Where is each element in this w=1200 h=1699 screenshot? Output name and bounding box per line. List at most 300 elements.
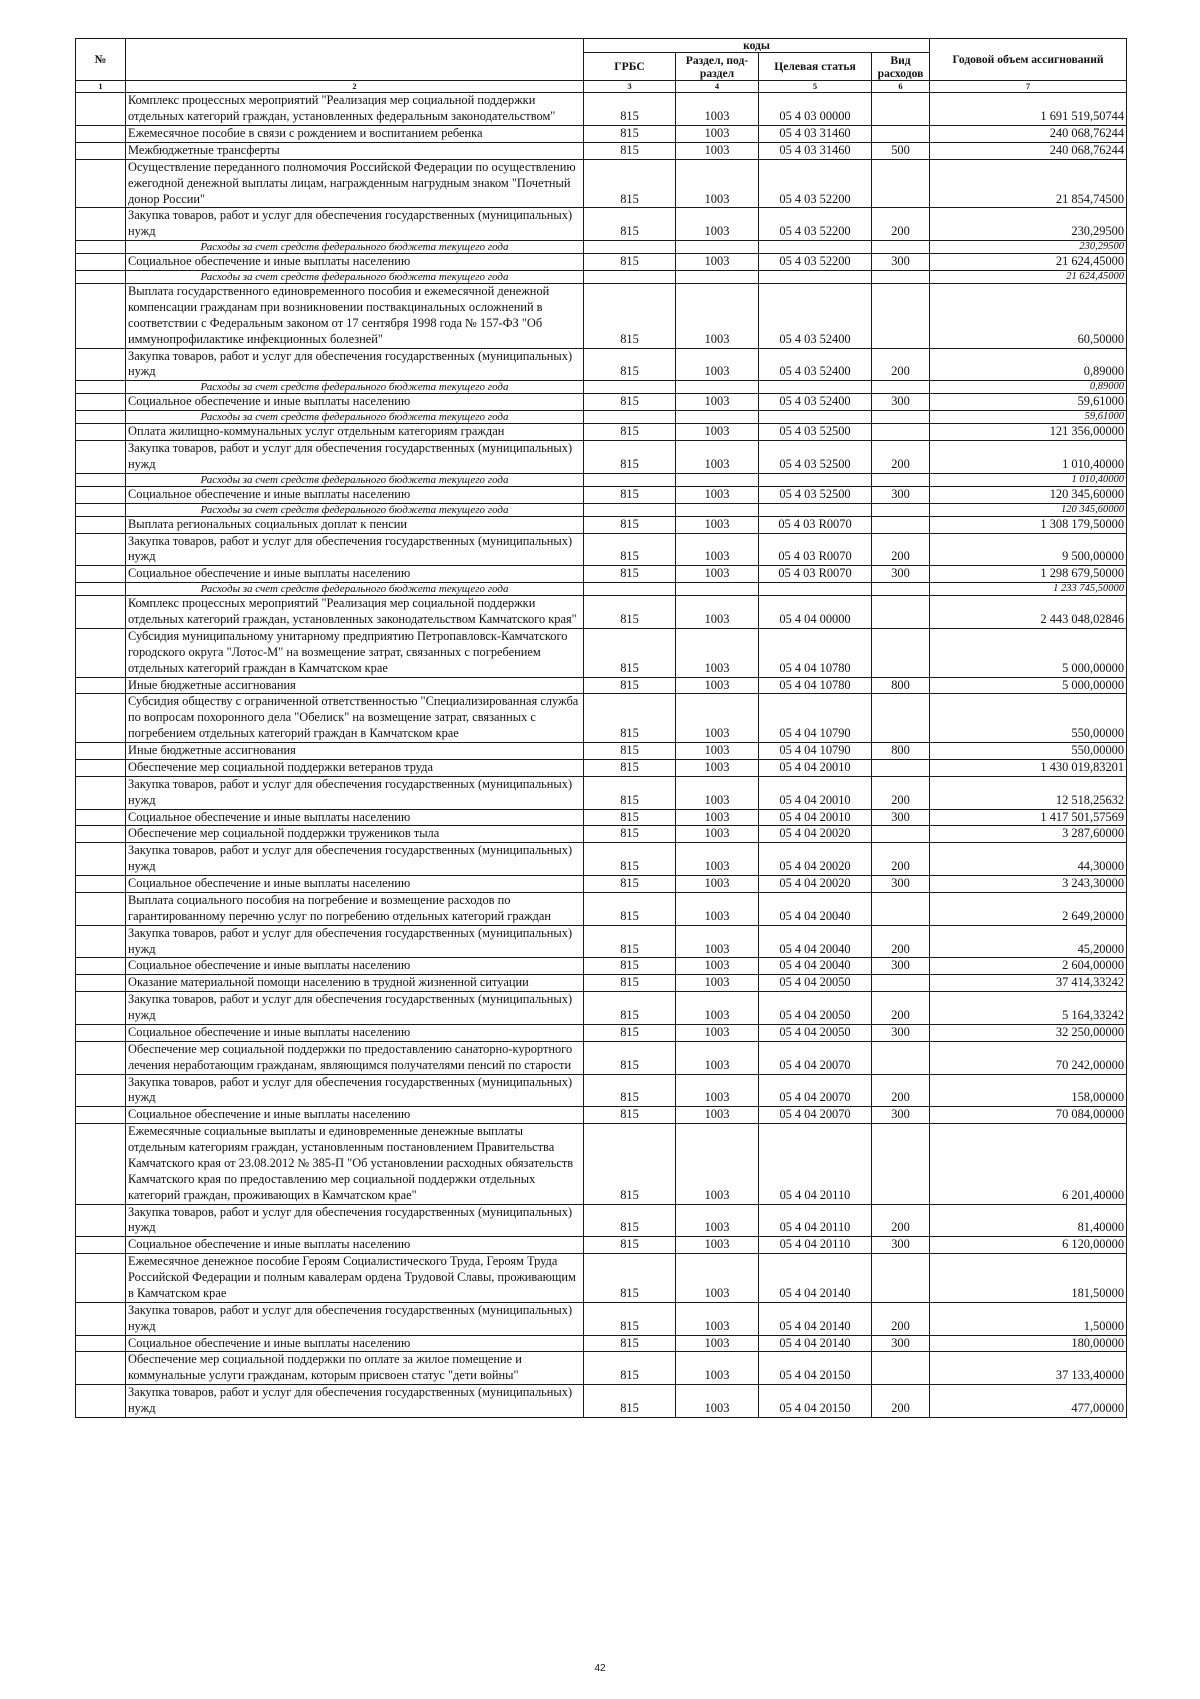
cell-num xyxy=(76,241,126,254)
cell-name: Закупка товаров, работ и услуг для обеспечения государственных (муниципальных) нужд xyxy=(126,533,584,566)
cell-target: 05 4 04 20140 xyxy=(759,1335,872,1352)
cell-razdel: 1003 xyxy=(676,628,759,677)
cell-vid: 200 xyxy=(872,1204,930,1237)
cell-num xyxy=(76,583,126,596)
cell-name: Выплата социального пособия на погребение и возмещение расходов по гарантированному перечню услуг по погребению отдельных категорий граждан xyxy=(126,892,584,925)
cell-grbs: 815 xyxy=(584,533,676,566)
cell-grbs xyxy=(584,473,676,486)
cell-sum: 0,89000 xyxy=(930,348,1127,381)
table-row xyxy=(76,394,1127,411)
cell-razdel xyxy=(676,583,759,596)
cell-grbs: 815 xyxy=(584,93,676,126)
cell-razdel: 1003 xyxy=(676,776,759,809)
cell-vid: 200 xyxy=(872,533,930,566)
cell-target: 05 4 04 20020 xyxy=(759,826,872,843)
cell-target: 05 4 03 00000 xyxy=(759,93,872,126)
cell-target: 05 4 04 20110 xyxy=(759,1204,872,1237)
table-row xyxy=(76,1204,1127,1237)
cell-target: 05 4 04 20150 xyxy=(759,1352,872,1385)
cell-name: Закупка товаров, работ и услуг для обеспечения государственных (муниципальных) нужд xyxy=(126,441,584,474)
cell-grbs: 815 xyxy=(584,992,676,1025)
cell-razdel xyxy=(676,503,759,516)
cell-vid: 200 xyxy=(872,441,930,474)
cell-vid xyxy=(872,1124,930,1204)
header-name xyxy=(126,39,584,81)
cell-name: Закупка товаров, работ и услуг для обеспечения государственных (муниципальных) нужд xyxy=(126,776,584,809)
cell-razdel: 1003 xyxy=(676,809,759,826)
cell-grbs: 815 xyxy=(584,809,676,826)
cell-target: 05 4 03 31460 xyxy=(759,126,872,143)
note-row xyxy=(76,241,1127,254)
cell-vid: 200 xyxy=(872,925,930,958)
cell-sum: 1 308 179,50000 xyxy=(930,516,1127,533)
table-row xyxy=(76,743,1127,760)
cell-vid: 200 xyxy=(872,348,930,381)
cell-num xyxy=(76,1124,126,1204)
cell-num xyxy=(76,596,126,629)
colnum: 5 xyxy=(759,81,872,93)
cell-num xyxy=(76,381,126,394)
cell-vid xyxy=(872,284,930,349)
cell-num xyxy=(76,1107,126,1124)
cell-razdel: 1003 xyxy=(676,1124,759,1204)
cell-sum: 5 000,00000 xyxy=(930,677,1127,694)
cell-sum: 2 649,20000 xyxy=(930,892,1127,925)
cell-razdel: 1003 xyxy=(676,142,759,159)
cell-grbs: 815 xyxy=(584,159,676,208)
cell-grbs: 815 xyxy=(584,516,676,533)
cell-target: 05 4 04 20140 xyxy=(759,1302,872,1335)
cell-num xyxy=(76,208,126,241)
cell-sum: 6 201,40000 xyxy=(930,1124,1127,1204)
cell-target xyxy=(759,411,872,424)
cell-grbs: 815 xyxy=(584,677,676,694)
cell-target: 05 4 04 20140 xyxy=(759,1254,872,1303)
table-row xyxy=(76,142,1127,159)
cell-sum: 180,00000 xyxy=(930,1335,1127,1352)
cell-grbs: 815 xyxy=(584,142,676,159)
table-row xyxy=(76,1041,1127,1074)
cell-vid: 800 xyxy=(872,677,930,694)
cell-name: Социальное обеспечение и иные выплаты населению xyxy=(126,1024,584,1041)
cell-num xyxy=(76,892,126,925)
cell-num xyxy=(76,503,126,516)
cell-sum: 1 417 501,57569 xyxy=(930,809,1127,826)
cell-razdel: 1003 xyxy=(676,743,759,760)
header-razdel: Раздел, под-раздел xyxy=(676,53,759,81)
cell-grbs: 815 xyxy=(584,1385,676,1418)
cell-grbs: 815 xyxy=(584,1024,676,1041)
cell-grbs: 815 xyxy=(584,424,676,441)
cell-name: Межбюджетные трансферты xyxy=(126,142,584,159)
note-row xyxy=(76,271,1127,284)
table-row xyxy=(76,892,1127,925)
cell-razdel: 1003 xyxy=(676,1302,759,1335)
cell-grbs: 815 xyxy=(584,743,676,760)
cell-name: Закупка товаров, работ и услуг для обеспечения государственных (муниципальных) нужд xyxy=(126,1204,584,1237)
cell-name: Расходы за счет средств федерального бюджета текущего года xyxy=(126,411,584,424)
cell-vid xyxy=(872,628,930,677)
cell-name: Социальное обеспечение и иные выплаты населению xyxy=(126,394,584,411)
table-row xyxy=(76,1385,1127,1418)
cell-num xyxy=(76,743,126,760)
cell-sum: 230,29500 xyxy=(930,208,1127,241)
cell-grbs: 815 xyxy=(584,1237,676,1254)
cell-target: 05 4 04 20040 xyxy=(759,925,872,958)
cell-target: 05 4 04 20010 xyxy=(759,809,872,826)
cell-grbs: 815 xyxy=(584,284,676,349)
cell-sum: 70 084,00000 xyxy=(930,1107,1127,1124)
cell-razdel xyxy=(676,271,759,284)
cell-name: Расходы за счет средств федерального бюджета текущего года xyxy=(126,241,584,254)
cell-num xyxy=(76,1204,126,1237)
cell-num xyxy=(76,1352,126,1385)
cell-sum: 1,50000 xyxy=(930,1302,1127,1335)
cell-sum: 21 854,74500 xyxy=(930,159,1127,208)
cell-sum: 9 500,00000 xyxy=(930,533,1127,566)
table-row xyxy=(76,876,1127,893)
cell-target xyxy=(759,583,872,596)
table-row xyxy=(76,1302,1127,1335)
cell-razdel: 1003 xyxy=(676,254,759,271)
cell-sum: 181,50000 xyxy=(930,1254,1127,1303)
cell-vid xyxy=(872,126,930,143)
cell-target: 05 4 04 20110 xyxy=(759,1124,872,1204)
cell-razdel: 1003 xyxy=(676,348,759,381)
cell-razdel: 1003 xyxy=(676,1335,759,1352)
cell-vid xyxy=(872,596,930,629)
table-row xyxy=(76,1024,1127,1041)
cell-grbs: 815 xyxy=(584,566,676,583)
cell-razdel: 1003 xyxy=(676,486,759,503)
cell-name: Расходы за счет средств федерального бюджета текущего года xyxy=(126,583,584,596)
cell-num xyxy=(76,473,126,486)
cell-vid: 300 xyxy=(872,809,930,826)
cell-grbs: 815 xyxy=(584,254,676,271)
cell-vid: 300 xyxy=(872,1024,930,1041)
cell-grbs: 815 xyxy=(584,843,676,876)
header-num: № xyxy=(76,39,126,81)
cell-razdel: 1003 xyxy=(676,1074,759,1107)
cell-razdel xyxy=(676,473,759,486)
cell-vid xyxy=(872,159,930,208)
cell-sum: 1 691 519,50744 xyxy=(930,93,1127,126)
cell-target: 05 4 03 52200 xyxy=(759,159,872,208)
cell-razdel: 1003 xyxy=(676,1237,759,1254)
cell-target: 05 4 04 10790 xyxy=(759,743,872,760)
cell-sum: 12 518,25632 xyxy=(930,776,1127,809)
cell-razdel: 1003 xyxy=(676,394,759,411)
cell-name: Комплекс процессных мероприятий "Реализация мер социальной поддержки отдельных категорий граждан, установленных законодательством Камчатского края" xyxy=(126,596,584,629)
cell-num xyxy=(76,271,126,284)
cell-grbs: 815 xyxy=(584,348,676,381)
cell-sum: 240 068,76244 xyxy=(930,126,1127,143)
cell-sum: 3 243,30000 xyxy=(930,876,1127,893)
table-row xyxy=(76,677,1127,694)
cell-grbs xyxy=(584,271,676,284)
cell-num xyxy=(76,1335,126,1352)
cell-vid xyxy=(872,975,930,992)
cell-razdel: 1003 xyxy=(676,992,759,1025)
table-row xyxy=(76,759,1127,776)
cell-num xyxy=(76,254,126,271)
cell-target: 05 4 03 R0070 xyxy=(759,533,872,566)
table-row xyxy=(76,1124,1127,1204)
cell-vid: 200 xyxy=(872,992,930,1025)
table-row xyxy=(76,958,1127,975)
cell-sum: 59,61000 xyxy=(930,411,1127,424)
table-row xyxy=(76,254,1127,271)
table-row xyxy=(76,975,1127,992)
note-row xyxy=(76,473,1127,486)
table-row xyxy=(76,596,1127,629)
cell-razdel: 1003 xyxy=(676,843,759,876)
header-vid: Вид расходов xyxy=(872,53,930,81)
table-row xyxy=(76,284,1127,349)
cell-name: Социальное обеспечение и иные выплаты населению xyxy=(126,486,584,503)
cell-target: 05 4 04 20010 xyxy=(759,776,872,809)
cell-razdel: 1003 xyxy=(676,93,759,126)
cell-num xyxy=(76,628,126,677)
cell-name: Закупка товаров, работ и услуг для обеспечения государственных (муниципальных) нужд xyxy=(126,1385,584,1418)
cell-sum: 44,30000 xyxy=(930,843,1127,876)
colnum: 3 xyxy=(584,81,676,93)
cell-grbs: 815 xyxy=(584,441,676,474)
colnum: 2 xyxy=(126,81,584,93)
cell-grbs: 815 xyxy=(584,876,676,893)
cell-vid xyxy=(872,583,930,596)
cell-razdel: 1003 xyxy=(676,1352,759,1385)
cell-target xyxy=(759,241,872,254)
cell-grbs: 815 xyxy=(584,1335,676,1352)
cell-vid xyxy=(872,892,930,925)
cell-name: Ежемесячные социальные выплаты и единовременные денежные выплаты отдельным категориям граждан, установленным постановлением Правительства Камчатского края от 23.08.2012 № 385-П "Об установлении расходных обязательств Камчатского края по предоставлению мер социальной поддержки отдельных категорий граждан, проживающих в Камчатском крае" xyxy=(126,1124,584,1204)
cell-vid xyxy=(872,826,930,843)
note-row xyxy=(76,411,1127,424)
cell-sum: 6 120,00000 xyxy=(930,1237,1127,1254)
cell-sum: 21 624,45000 xyxy=(930,254,1127,271)
cell-vid: 300 xyxy=(872,394,930,411)
table-row xyxy=(76,516,1127,533)
cell-target: 05 4 04 20070 xyxy=(759,1074,872,1107)
cell-name: Обеспечение мер социальной поддержки по предоставлению санаторно-курортного лечения неработающим гражданам, являющимся получателями пенсий по старости xyxy=(126,1041,584,1074)
cell-name: Закупка товаров, работ и услуг для обеспечения государственных (муниципальных) нужд xyxy=(126,925,584,958)
cell-num xyxy=(76,1074,126,1107)
cell-razdel: 1003 xyxy=(676,1254,759,1303)
cell-grbs: 815 xyxy=(584,1041,676,1074)
cell-sum: 550,00000 xyxy=(930,694,1127,743)
cell-name: Закупка товаров, работ и услуг для обеспечения государственных (муниципальных) нужд xyxy=(126,1074,584,1107)
cell-num xyxy=(76,441,126,474)
cell-sum: 240 068,76244 xyxy=(930,142,1127,159)
cell-sum: 21 624,45000 xyxy=(930,271,1127,284)
cell-target: 05 4 04 20070 xyxy=(759,1041,872,1074)
cell-num xyxy=(76,284,126,349)
cell-target: 05 4 04 10780 xyxy=(759,677,872,694)
cell-name: Ежемесячное пособие в связи с рождением и воспитанием ребенка xyxy=(126,126,584,143)
table-header xyxy=(76,39,1127,93)
cell-name: Социальное обеспечение и иные выплаты населению xyxy=(126,876,584,893)
cell-vid: 800 xyxy=(872,743,930,760)
cell-grbs: 815 xyxy=(584,759,676,776)
cell-razdel: 1003 xyxy=(676,596,759,629)
cell-name: Иные бюджетные ассигнования xyxy=(126,677,584,694)
cell-sum: 3 287,60000 xyxy=(930,826,1127,843)
cell-vid: 200 xyxy=(872,1074,930,1107)
cell-razdel: 1003 xyxy=(676,566,759,583)
cell-num xyxy=(76,776,126,809)
cell-target: 05 4 03 52400 xyxy=(759,348,872,381)
cell-sum: 5 000,00000 xyxy=(930,628,1127,677)
cell-grbs: 815 xyxy=(584,1302,676,1335)
cell-num xyxy=(76,424,126,441)
cell-num xyxy=(76,159,126,208)
cell-grbs: 815 xyxy=(584,975,676,992)
cell-target: 05 4 04 00000 xyxy=(759,596,872,629)
cell-target xyxy=(759,271,872,284)
table-row xyxy=(76,925,1127,958)
cell-razdel: 1003 xyxy=(676,1107,759,1124)
cell-target: 05 4 04 20010 xyxy=(759,759,872,776)
cell-target: 05 4 04 20040 xyxy=(759,958,872,975)
cell-grbs: 815 xyxy=(584,958,676,975)
cell-name: Расходы за счет средств федерального бюджета текущего года xyxy=(126,503,584,516)
cell-sum: 37 133,40000 xyxy=(930,1352,1127,1385)
cell-sum: 70 242,00000 xyxy=(930,1041,1127,1074)
cell-num xyxy=(76,843,126,876)
cell-num xyxy=(76,142,126,159)
cell-razdel: 1003 xyxy=(676,694,759,743)
table-row xyxy=(76,694,1127,743)
colnum: 4 xyxy=(676,81,759,93)
cell-sum: 2 604,00000 xyxy=(930,958,1127,975)
cell-sum: 2 443 048,02846 xyxy=(930,596,1127,629)
cell-grbs: 815 xyxy=(584,892,676,925)
cell-vid xyxy=(872,503,930,516)
table-row xyxy=(76,628,1127,677)
cell-vid xyxy=(872,93,930,126)
table-row xyxy=(76,992,1127,1025)
header-godovoy: Годовой объем ассигнований xyxy=(930,39,1127,81)
cell-vid xyxy=(872,1041,930,1074)
cell-grbs: 815 xyxy=(584,1107,676,1124)
cell-target: 05 4 04 20070 xyxy=(759,1107,872,1124)
cell-razdel: 1003 xyxy=(676,284,759,349)
cell-sum: 158,00000 xyxy=(930,1074,1127,1107)
cell-sum: 1 233 745,50000 xyxy=(930,583,1127,596)
table-row xyxy=(76,566,1127,583)
cell-name: Расходы за счет средств федерального бюджета текущего года xyxy=(126,271,584,284)
cell-sum: 45,20000 xyxy=(930,925,1127,958)
cell-grbs: 815 xyxy=(584,394,676,411)
table-row xyxy=(76,1352,1127,1385)
cell-vid xyxy=(872,759,930,776)
cell-name: Обеспечение мер социальной поддержки по оплате за жилое помещение и коммунальные услуги гражданам, которым присвоен статус "дети войны" xyxy=(126,1352,584,1385)
cell-name: Субсидия муниципальному унитарному предприятию Петропавловск-Камчатского городского округа "Лотос-М" на возмещение затрат, связанных с погребением отдельных категорий граждан в Камчатском крае xyxy=(126,628,584,677)
cell-sum: 37 414,33242 xyxy=(930,975,1127,992)
table-row xyxy=(76,441,1127,474)
note-row xyxy=(76,381,1127,394)
cell-target: 05 4 04 20110 xyxy=(759,1237,872,1254)
cell-razdel: 1003 xyxy=(676,925,759,958)
table-row xyxy=(76,1074,1127,1107)
cell-vid: 200 xyxy=(872,776,930,809)
cell-target: 05 4 04 10780 xyxy=(759,628,872,677)
cell-razdel: 1003 xyxy=(676,516,759,533)
cell-vid xyxy=(872,271,930,284)
header-kody: коды xyxy=(584,39,930,53)
cell-grbs: 815 xyxy=(584,486,676,503)
cell-vid: 300 xyxy=(872,566,930,583)
cell-target: 05 4 03 52200 xyxy=(759,254,872,271)
cell-vid: 200 xyxy=(872,1302,930,1335)
cell-razdel: 1003 xyxy=(676,677,759,694)
cell-grbs: 815 xyxy=(584,1254,676,1303)
cell-vid: 300 xyxy=(872,486,930,503)
header-grbs: ГРБС xyxy=(584,53,676,81)
cell-num xyxy=(76,394,126,411)
cell-name: Обеспечение мер социальной поддержки тружеников тыла xyxy=(126,826,584,843)
cell-name: Обеспечение мер социальной поддержки ветеранов труда xyxy=(126,759,584,776)
cell-vid: 200 xyxy=(872,208,930,241)
table-row xyxy=(76,424,1127,441)
cell-target: 05 4 03 52500 xyxy=(759,441,872,474)
cell-num xyxy=(76,486,126,503)
cell-grbs: 815 xyxy=(584,1074,676,1107)
cell-sum: 477,00000 xyxy=(930,1385,1127,1418)
cell-name: Закупка товаров, работ и услуг для обеспечения государственных (муниципальных) нужд xyxy=(126,843,584,876)
cell-num xyxy=(76,566,126,583)
cell-grbs: 815 xyxy=(584,208,676,241)
cell-sum: 1 430 019,83201 xyxy=(930,759,1127,776)
cell-num xyxy=(76,1302,126,1335)
cell-name: Социальное обеспечение и иные выплаты населению xyxy=(126,1107,584,1124)
table-row xyxy=(76,208,1127,241)
cell-name: Оплата жилищно-коммунальных услуг отдельным категориям граждан xyxy=(126,424,584,441)
cell-num xyxy=(76,694,126,743)
table-row xyxy=(76,486,1127,503)
budget-table xyxy=(75,38,1127,1418)
cell-sum: 59,61000 xyxy=(930,394,1127,411)
cell-target: 05 4 03 52500 xyxy=(759,486,872,503)
cell-sum: 60,50000 xyxy=(930,284,1127,349)
cell-razdel: 1003 xyxy=(676,441,759,474)
cell-target: 05 4 04 20020 xyxy=(759,876,872,893)
cell-num xyxy=(76,677,126,694)
cell-vid: 200 xyxy=(872,1385,930,1418)
table-row xyxy=(76,93,1127,126)
cell-razdel: 1003 xyxy=(676,892,759,925)
cell-grbs: 815 xyxy=(584,126,676,143)
cell-name: Комплекс процессных мероприятий "Реализация мер социальной поддержки отдельных категорий граждан, установленных федеральным законодательством" xyxy=(126,93,584,126)
table-row xyxy=(76,1254,1127,1303)
note-row xyxy=(76,583,1127,596)
table-row xyxy=(76,159,1127,208)
cell-vid: 300 xyxy=(872,1107,930,1124)
cell-vid: 300 xyxy=(872,958,930,975)
cell-vid xyxy=(872,473,930,486)
colnum: 1 xyxy=(76,81,126,93)
cell-name: Оказание материальной помощи населению в трудной жизненной ситуации xyxy=(126,975,584,992)
cell-name: Расходы за счет средств федерального бюджета текущего года xyxy=(126,473,584,486)
cell-name: Выплата государственного единовременного пособия и ежемесячной денежной компенсации гражданам при возникновении поствакцинальных осложнений в соответствии с Федеральным законом от 17 сентября 1998 года № 157-ФЗ "Об иммунопрофилактике инфекционных болезней" xyxy=(126,284,584,349)
cell-razdel: 1003 xyxy=(676,958,759,975)
table-row xyxy=(76,1237,1127,1254)
cell-name: Закупка товаров, работ и услуг для обеспечения государственных (муниципальных) нужд xyxy=(126,992,584,1025)
cell-sum: 550,00000 xyxy=(930,743,1127,760)
cell-name: Иные бюджетные ассигнования xyxy=(126,743,584,760)
colnum: 6 xyxy=(872,81,930,93)
